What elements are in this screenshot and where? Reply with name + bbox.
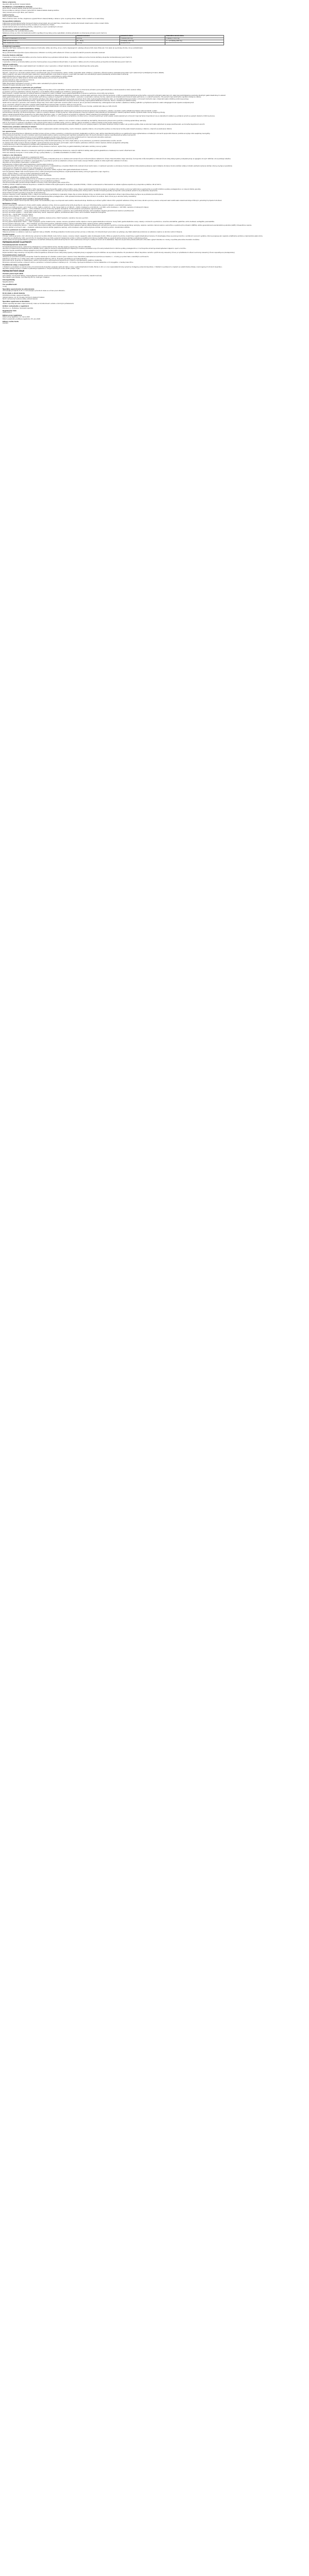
document	[0, 0, 309, 329]
section-paragraph: 29/0123/15-S	[3, 312, 12, 314]
section-paragraph: Ibuprofen 400 mg sa neodporúča deťom s telesnou hmotnosťou nižšou ako 20 kg. Ak sa u detí a dospievajúcich vyžaduje užívanie tohto lieku dlhšie ako 3 dni alebo ak sa príznaky zhoršia, má sa vyhľadať lekár.	[3, 47, 143, 49]
section-paragraph: Zoznam nasledujúcich nežiaducich účinkov zahŕňa všetky nežiaduce účinky, ktoré sa vyskytli počas liečby ibuprofenom, ako aj pri dlhodobej liečbe vysokými dávkami u reumatických pacientov.	[3, 205, 132, 207]
section-paragraph: Frekvencie sú definované ako: veľmi časté (≥ 1/10); časté (≥ 1/100 až < 1/10); menej časté (≥ 1/1 000 až < 1/100); zriedkavé (≥ 1/10 000 až < 1/1 000); veľmi zriedkavé (< 1/10 000); neznáme (z dostupných údajov).	[3, 206, 149, 208]
section-paragraph: Ibuprofen inhibuje ovuláciu u králikov a poškodzuje implantáciu u rôznych živočíšnych druhov (králik, potkan, myš).	[3, 268, 80, 270]
section-paragraph: Krátkodobá symptomatická liečba miernej až stredne silnej bolesti, ako je bolesť hlavy, bolesť zubov, menštruačná bolesť, bolesť svalov a kĺbov, bolesť chrbta.	[3, 22, 109, 24]
section-paragraph: Poruchy srdca a srdcovej činnosti — veľmi zriedkavé: palpitácie, zlyhanie srdca, infarkt myokardu; neznáme: Kounisov syndróm.	[3, 217, 89, 219]
dosing-table-cell: 20 – 39 kg	[76, 40, 119, 43]
section-paragraph: Počas tretieho trimestra gravidity je ibuprofen kontraindikovaný.	[3, 192, 46, 194]
section-paragraph: Ťažká dehydratácia (spôsobená vracaním, hnačkou alebo nedostatočným príjmom tekutín).	[3, 82, 64, 84]
section-paragraph: U dehydratovaných detí a dospievajúcich existuje riziko poškodenia funkcie obličiek.	[3, 144, 59, 146]
section-paragraph: Aktívny peptický vred alebo krvácanie alebo opakovaný výskyt peptického vredu alebo krvácania v anamnéze (dve alebo viac samostatných epizód preukázanej ulcerácie alebo krvácania).	[3, 74, 129, 76]
section	[3, 315, 306, 320]
dosing-table	[3, 35, 224, 45]
section-paragraph: U pacientov s anamnézou hypertenzie a/alebo mierneho až stredne ťažkého kongestívneho zlyhania srdca je potrebné primerané sledovanie a poradenstvo, pretože v súvislosti s liečbou NSAID bola hlásená retencia tekutín a edém.	[3, 110, 158, 112]
section-paragraph: Metotrexát: existuje možnosť zvýšenia plazmatických hladín metotrexátu.	[3, 175, 53, 177]
section-title: Čas použiteľnosti	[3, 283, 17, 286]
section-paragraph: Posledný trimester gravidity (pozri časť 4.6).	[3, 84, 32, 87]
section-paragraph: Nežiaduce účinky sa môžu minimalizovať použitím najnižšej účinnej dávky počas najkratšieho obdobia potrebného na zmiernenie príznakov (pozri gastrointestinálne a kardiovaskulárne riziká uvedené nižšie).	[3, 89, 142, 91]
section-paragraph: Biotransformácia: ibuprofen sa metabolizuje v pečeni (hydroxylácia, karboxylácia) prostredníctvom CYP2C9 na farmakologicky neaktívne metabolity.	[3, 260, 102, 262]
section-paragraph: Veľkosti balenia: 10, 20, 30 alebo 50 filmom obalených tabliet.	[3, 296, 45, 298]
section-paragraph: Ibuprofen navyše reverzibilne inhibuje agregáciu krvných doštičiek vyvolanú ADP a kolagénom.	[3, 249, 67, 251]
section-title: Osobitné upozornenia a opatrenia pri používaní	[3, 87, 42, 89]
section-paragraph: Jedna filmom obalená tableta obsahuje 400 mg ibuprofenu.	[3, 8, 43, 10]
dosing-table-cell: —	[165, 43, 224, 45]
section	[3, 273, 306, 278]
section-paragraph: V súvislosti s užívaním NSAID boli veľmi zriedkavo hlásené závažné kožné reakcie, niektoré z nich smrteľné, vrátane exfoliatívnej dermatitídy, Stevensovho-Johnsonovho syndrómu a toxickej epidermálnej nekrolýzy.	[3, 120, 146, 122]
section-title: Kontraindikácie	[3, 67, 15, 70]
section-paragraph: Zidovudín: zvýšené riziko hematologickej toxicity pri súbežnom podávaní zidovudínu a NSAID.	[3, 178, 66, 180]
section-paragraph: Antiagreganciá a selektívne inhibítory spätného vychytávania serotonínu (SSRI): zvýšené riziko gastrointestinálneho krvácania.	[3, 169, 88, 171]
section-paragraph: Dlhodobé užívanie akéhokoľvek typu liekov proti bolesti hlavy môže zhoršiť bolesti hlavy. Ak k tomu dôjde alebo je na to podozrenie, je potrebné vyhľadať lekára a liečbu ukončiť.	[3, 140, 122, 142]
section-title: Držiteľ rozhodnutia o registrácii	[3, 305, 29, 308]
part-title: FARMACEUTICKÉ ÚDAJE	[3, 270, 24, 273]
section-paragraph: Poruchy imunitného systému — menej časté: reakcie z precitlivenosti s kožnou vyrážkou a svrbením, ako aj astmatické záchvaty; veľmi zriedkavé: závažné generalizované reakcie z precitlivenosti.	[3, 210, 134, 212]
section	[3, 203, 306, 228]
section-paragraph: 10/2023	[3, 323, 8, 325]
section-paragraph: Gastrointestinálne krvácanie, ulcerácia a perforácia: pri všetkých NSAID bolo hlásené gastrointestinálne krvácanie, ulcerácia alebo perforácia, ktoré môžu byť smrteľné, a môžu sa vyskytnúť kedykoľvek počas liečby s varovnými príznakmi alebo bez nich, alebo bez predchádzajúcej anamnézy závažných gastrointestinálnych udalostí.	[3, 94, 226, 96]
part-title: FARMAKOLOGICKÉ VLASTNOSTI	[3, 241, 32, 244]
section-paragraph: NSAID sa majú podávať s opatrnosťou pacientom s anamnézou gastrointestinálneho ochorenia (ulcerózna kolitída, Crohnova choroba), pretože tieto stavy sa môžu zhoršiť.	[3, 106, 117, 108]
document-parts	[3, 242, 306, 304]
section-paragraph: Úplný zoznam pomocných látok, pozri časť 6.1.	[3, 11, 35, 13]
section-paragraph: Sulfonylmočoviny: odporúča sa kontrola hladín glukózy v krvi pri súbežnom podávaní.	[3, 180, 60, 182]
section-paragraph: Antikoagulanciá: NSAID môžu zosilniť účinky antikoagulancií, ako je warfarín.	[3, 167, 54, 169]
section-paragraph: Hlásenie podozrení na nežiaduce reakcie po registrácii lieku je dôležité. Umožňuje priebežné monitorovanie pomeru prínosu a rizika lieku. Od zdravotníckych pracovníkov sa vyžaduje, aby hlásili akékoľvek podozrenia na nežiaduce reakcie na národné centrum hlásenia.	[3, 231, 183, 233]
section-title: Maskovanie príznakov základných infekcií	[3, 126, 37, 128]
section-title: Lieková forma	[3, 13, 14, 16]
section-paragraph: Antihypertenzíva (ACE inhibítory, antagonisty receptora angiotenzínu II, betablokátory) a diuretiká: NSAID môžu znižovať účinok týchto liekov. U niektorých pacientov so zhoršenou funkciou obličiek môže súbežné podávanie viesť k ďalšiemu zhoršeniu funkcie obličiek vrátane možného akútneho zlyhania obličiek, ktoré je zvyčajne reverzibilné.	[3, 165, 233, 167]
section	[3, 55, 306, 58]
section	[3, 118, 306, 126]
section-paragraph: Chinolónové antibiotiká: pacienti užívajúci NSAID a chinolóny môžu mať zvýšené riziko vzniku kŕčov.	[3, 182, 70, 184]
section-title: Nežiaduce účinky	[3, 202, 17, 205]
section-paragraph: Gastrointestinálne krvácanie alebo perforácia v anamnéze v súvislosti s predchádzajúcou liečbou NSAID.	[3, 75, 73, 77]
section-paragraph: Ibuprofen môže dočasne inhibovať funkciu krvných doštičiek (agregáciu trombocytov). Pacienti s poruchami zrážanlivosti krvi majú byť preto starostlivo sledovaní.	[3, 136, 112, 138]
section-paragraph: Nežiaduce účinky sa môžu minimalizovať použitím najnižšej účinnej dávky počas najkratšieho obdobia potrebného na zmiernenie príznakov (pozri časť 4.4).	[3, 32, 107, 34]
section	[3, 131, 306, 147]
part-body	[3, 273, 306, 304]
section-paragraph: Poruchy ucha a labyrintu — zriedkavé: tinitus.	[3, 215, 33, 217]
section-title: Dátum revízie textu	[3, 320, 19, 323]
section-paragraph: Ak sa u pacientov užívajúcich ibuprofen vyskytne gastrointestinálne krvácanie alebo ulcerácia, liečba sa musí ukončiť.	[3, 104, 82, 106]
section-title: Kardiovaskulárne a cerebrovaskulárne účinky	[3, 108, 40, 110]
section-paragraph: Liečba: liečba má byť symptomatická a podporná a má zahŕňať udržiavanie priechodnosti dýchacích ciest a sledovanie srdcových a vitálnych funkcií až do stabilizácie. Odporúča sa perorálne podanie aktívneho uhlia alebo výplach žalúdka do 1 hodiny od požitia potenciálne toxického množstva.	[3, 239, 200, 241]
section-paragraph: Je potrebné vyhnúť sa súbežnému užívaniu ibuprofenu s inými NSAID vrátane selektívnych inhibítorov cyklooxygenázy-2.	[3, 91, 84, 93]
dosing-table-cell: Deti mladšie ako 6 rokov	[3, 43, 76, 45]
section	[3, 68, 306, 86]
section	[3, 87, 306, 107]
section-title: Fertilita, gravidita a laktácia	[3, 185, 26, 188]
section-paragraph: Poruchy kože a podkožného tkaniva — menej časté: rôzne kožné vyrážky; veľmi zriedkavé: závažné kožné nežiaduce reakcie vrátane Stevensovho-Johnsonovho syndrómu a toxickej epidermálnej nekrolýzy, alopécia; neznáme: lieková reakcia s eozinofíliou a systémovými príznakmi (DRESS), akútna generalizovaná exantematózna pustulóza (AGEP), fotosenzitívne reakcie.	[3, 225, 252, 227]
section-paragraph: Cyklosporín a takrolimus: zvýšené riziko nefrotoxicity.	[3, 176, 39, 178]
section-paragraph: Kyselina acetylsalicylová: súbežné podávanie ibuprofenu a kyseliny acetylsalicylovej sa vo všeobecnosti neodporúča pre možnosť zvýšenia nežiaducich účinkov. Experimentálne údaje naznačujú, že ibuprofen môže kompetitívne inhibovať účinok nízkej dávky kyseliny acetylsalicylovej na agregáciu krvných doštičiek, ak sa podávajú súbežne.	[3, 158, 231, 160]
section-paragraph: Tento liek obsahuje laktózu. Pacienti so zriedkavými dedičnými problémami galaktózovej intolerancie, celkovým deficitom laktázy alebo glukózo-galaktózovou malabsorpciou nesmú užívať tento liek.	[3, 150, 135, 152]
section	[3, 64, 306, 67]
section	[3, 284, 306, 287]
section-paragraph: Ibuprofen sa má používať iba po dôkladnom posúdení pomeru prínosu a rizika u pacientov s vrodenými poruchami metabolizmu porfyrínu (napr. akútna intermitentná porfýria) a so systémovým lupus erythematosus a zmiešaným ochorením spojivového tkaniva, pretože sa zvyšuje riziko aseptickej meningitídy.	[3, 132, 211, 134]
section-paragraph: Ťažké zlyhanie pečene, ťažké zlyhanie obličiek alebo ťažké zlyhanie srdca (trieda IV podľa NYHA).	[3, 77, 68, 79]
section-paragraph: Klinické štúdie naznačujú, že užívanie ibuprofenu, najmä vo vysokých dávkach (2 400 mg denne), môže byť spojené s miernym zvýšením rizika arteriálnych trombotických udalostí (napríklad infarktu myokardu alebo cievnej mozgovej príhody).	[3, 112, 166, 114]
document-sections	[3, 2, 306, 34]
section	[3, 255, 306, 263]
section-paragraph: Všetok nepoužitý liek alebo odpad vzniknutý z lieku sa má zlikvidovať v súlade s národnými požiadavkami.	[3, 303, 74, 304]
dosing-table-cell: ≥ 40 kg	[76, 38, 119, 40]
dosing-table-cell: 3 × 1/2 tablety (600 mg)	[165, 40, 224, 43]
section-paragraph: Celkovo epidemiologické štúdie nenaznačujú, že nízke dávky ibuprofenu (napr. ≤ 1 200 mg denne) sú spojené so zvýšeným rizikom arteriálnych trombotických udalostí.	[3, 113, 115, 115]
section-title: Porucha funkcie pečene	[3, 58, 22, 61]
section-paragraph: Pacienti s nekontrolovanou hypertenziou, kongestívnym zlyhaním srdca (NYHA II – III), potvrdenou ischemickou chorobou srdca, ochorením periférnych artérií a/alebo cerebrovaskulárnym ochorením majú byť liečení ibuprofenom len po starostlivom zvážení a je potrebné vyhnúť sa vysokým dávkam (2 400 mg denne).	[3, 115, 215, 117]
section-paragraph: Ibuprofen sa má používať s opatrnosťou v kombinácii s:	[3, 162, 40, 164]
section-paragraph: Kortikosteroidy: zvýšené riziko gastrointestinálnej ulcerácie alebo krvácania.	[3, 163, 54, 165]
section-title: Predávkovanie	[3, 233, 15, 235]
section	[3, 306, 306, 309]
section-paragraph: Obal tablety: hypromelóza, oxid titaničitý (E171), makrogol, mastenec.	[3, 277, 50, 279]
section-paragraph: U pacientov s miernou až stredne ťažkou poruchou funkcie obličiek nie je potrebné znižovať dávku. U pacientov s ťažkou poruchou funkcie obličiek je ibuprofen kontraindikovaný (pozri časť 4.3).	[3, 56, 132, 58]
section	[3, 155, 306, 185]
dosing-table-header: Telesná hmotnosť	[76, 35, 119, 38]
section	[3, 321, 306, 325]
section-paragraph: Inhibítory CYP2C9: súbežné podávanie ibuprofenu s inhibítormi CYP2C9 môže zvýšiť expozíciu ibuprofenu (substrát CYP2C9). V štúdii s vorikonazolom a flukonazolom sa ukázalo zvýšenie expozície S(+)-ibuprofenu približne o 80 až 100 %.	[3, 183, 162, 185]
section-paragraph: Pacienti s anamnézou gastrointestinálnej toxicity, najmä starší pacienti, majú hlásiť akékoľvek nezvyčajné brušné príznaky (najmä gastrointestinálne krvácanie), hlavne v začiatočných štádiách liečby.	[3, 100, 136, 102]
section-paragraph: Jadro tablety: monohydrát laktózy, mikrokryštalická celulóza, sodná soľ kroskarmelózy, povidón, koloidný bezvodý oxid kremičitý, stearát horečnatý.	[3, 275, 102, 277]
section-paragraph: Pri dlhodobej liečbe ibuprofenom je potrebné pravidelne kontrolovať pečeňové a obličkové funkcie a krvný obraz.	[3, 138, 79, 140]
section-paragraph: Príznaky: väčšina pacientov, ktorí užili klinicky významné množstvo NSAID, bude mať len nauzeu, vracanie, bolesť v epigastriu alebo zriedkavejšie hnačku. Môže sa vyskytnúť aj tinitus, bolesť hlavy a gastrointestinálne krvácanie. Pri závažnejšej otrave sa pozoruje toxicita v centrálnom nervovom systéme, ktorá sa prejavuje ako ospalosť, príležitostne excitácia a dezorientácia alebo kóma.	[3, 235, 263, 238]
section-title: Pomocné látky	[3, 147, 15, 150]
section-paragraph: Eliminácia: eliminačný polčas u zdravých osôb a u pacientov s ochorením pečene a obličiek je 1,8 – 3,5 hodiny. Vylučuje sa obličkami vo forme metabolitov a ich konjugátov, v menšej miere žlčou.	[3, 261, 134, 263]
section-paragraph: Poruchy krvotvorby nejasného pôvodu.	[3, 81, 29, 83]
section-paragraph: Vo všeobecnosti môže zvyčajné užívanie analgetík, najmä kombinácie viacerých liečiv proti bolesti, viesť k trvalému poškodeniu obličiek s rizikom zlyhania obličiek (analgetická nefropatia).	[3, 142, 129, 144]
section	[3, 301, 306, 304]
dosing-table-cell: Deti od 6 do 12 rokov	[3, 40, 76, 43]
section-paragraph: Biele až takmer biele, okrúhle, obojstranne vypuklé filmom obalené tablety s deliacou ryhou na jednej strane. Tabletu možno rozdeliť na rovnaké dávky.	[3, 18, 105, 20]
section-title: Farmakokinetické vlastnosti	[3, 253, 26, 256]
section-paragraph: Ibuprofen je nesteroidné protizápalové liečivo (NSAID), ktoré v bežných zvieracích experimentálnych zápalových modeloch preukázalo svoju účinnosť prostredníctvom inhibície syntézy prostaglandínov. U ľudí ibuprofen zmierňuje bolesť spôsobenú zápalom, opuch a horúčku.	[3, 248, 186, 250]
section-paragraph: Fertilita: existujú dôkazy, že liečivá, ktoré inhibujú cyklooxygenázu/syntézu prostaglandínov, môžu spôsobiť zhoršenie fertility žien účinkom na ovuláciu. Tento účinok je po ukončení liečby reverzibilný.	[3, 195, 136, 197]
section-title: Špeciálne upozornenia na uchovávanie	[3, 287, 35, 290]
section-paragraph: Poruchy gastrointestinálneho traktu — časté: dyspepsia, pyróza, bolesť brucha, nauzea, vracanie, plynatosť, hnačka, zápcha a mierne gastrointestinálne krvácanie; menej časté: gastrointestinálne vredy, niekedy s krvácaním a perforáciou, ulcerózna stomatitída, gastritída; veľmi zriedkavé: ezofagitída, pankreatitída.	[3, 221, 215, 223]
section-paragraph: Opatrnosť sa odporúča u pacientov, ktorí súbežne užívajú lieky, ktoré môžu zvýšiť riziko ulcerácie alebo krvácania, ako sú perorálne kortikosteroidy, antikoagulanciá ako warfarín, selektívne inhibítory spätného vychytávania serotonínu alebo antiagreganciá ako kyselina acetylsalicylová.	[3, 102, 194, 104]
section-title: Zoznam pomocných látok	[3, 273, 24, 275]
section-paragraph: Starší pacienti: u starších pacientov je zvýšená frekvencia nežiaducich reakcií na NSAID, hlavne gastrointestinálneho krvácania a perforácie, ktoré môžu byť smrteľné.	[3, 93, 114, 95]
section-paragraph: Lítium: existujú dôkazy o možnom zvýšení plazmatických hladín lítia.	[3, 173, 49, 175]
section-paragraph: Od 20. týždňa gravidity môže užívanie ibuprofenu spôsobiť oligohydramnión v dôsledku poruchy funkcie obličiek plodu. Počas prvého a druhého trimestra gravidity sa ibuprofen nemá podávať, pokiaľ to nie je absolútne nevyhnutné.	[3, 190, 158, 192]
section-paragraph: Srdcové glykozidy: NSAID môžu zhoršiť zlyhanie srdca, znížiť rýchlosť glomerulárnej filtrácie a zvýšiť plazmatické hladiny srdcových glykozidov (napr. digoxínu).	[3, 171, 110, 173]
section-title: Farmakodynamické vlastnosti	[3, 244, 27, 246]
section-paragraph: Nie je potrebná žiadna špeciálna úprava dávkovania. Vzhľadom na možný profil nežiaducich účinkov sa odporúča starších pacientov starostlivo sledovať.	[3, 52, 106, 54]
section-title: Ovplyvnenie schopnosti viesť vozidlá a obsluhovať stroje	[3, 197, 49, 200]
dosing-table-cell: 1 tableta (400 mg)	[120, 38, 165, 40]
section-title: Predklinické údaje o bezpečnosti	[3, 263, 29, 266]
section-paragraph: Ibuprofen môže maskovať príznaky infekcie, čo môže viesť k oneskorenému začatiu vhodnej liečby, a tým k zhoršeniu výsledku infekcie. Ak sa ibuprofen podáva na zmiernenie horúčky alebo bolesti súvisiacej s infekciou, odporúča sa sledovanie infekcie.	[3, 128, 173, 130]
section-paragraph: Poruchy nervového systému — menej časté: bolesť hlavy, závrat, nespavosť, agitácia, podráždenosť alebo únava; veľmi zriedkavé: aseptická meningitída.	[3, 212, 106, 214]
section-title: Inkompatibility	[3, 279, 15, 281]
section	[3, 187, 306, 197]
section-title: Iné upozornenia	[3, 130, 16, 133]
section-paragraph: Krátkodobá symptomatická liečba horúčky a bolesti pri nachladnutí a chrípke.	[3, 24, 55, 26]
section-paragraph: 3 roky.	[3, 285, 7, 287]
section	[3, 2, 306, 5]
dosing-table-cell: 3 tablety (1 200 mg)	[165, 38, 224, 40]
section-title: Starší pacienti	[3, 49, 14, 52]
section-paragraph: U pacientov s miernou až stredne ťažkou poruchou funkcie pečene nie je potrebné znižovať dávku. U pacientov s ťažkou poruchou funkcie pečene je ibuprofen kontraindikovaný (pozri časť 4.3).	[3, 61, 132, 63]
dosing-table-header: Vek	[3, 35, 76, 38]
section-title: Dátum prvej registrácie	[3, 314, 22, 316]
section-title: Spôsob podávania	[3, 63, 18, 65]
section-paragraph: Dátum prvej registrácie: 12. marca 2015	[3, 316, 30, 318]
section-title: Špeciálne opatrenia na likvidáciu	[3, 300, 30, 303]
section-paragraph: Pri krátkodobom užívaní nemá ibuprofen žiadny alebo má zanedbateľný vplyv na schopnosť viesť vozidlá a obsluhovať stroje. Pretože sa pri užívaní vyšších dávok môžu vyskytnúť nežiaduce účinky ako únava, závrat a poruchy videnia, schopnosť viesť vozidlá alebo obsluhovať stroje môže byť v jednotlivých prípadoch zhoršená.	[3, 200, 222, 202]
section-paragraph: Uchovávajte pri teplote do 25 °C. Uchovávajte v pôvodnom obale na ochranu pred vlhkosťou.	[3, 290, 65, 292]
section-paragraph: Súbežná konzumácia alkoholu môže zvýšiť nežiaduce účinky súvisiace s liečivom, najmä účinky na gastrointestinálny trakt alebo centrálny nervový systém.	[3, 145, 107, 147]
section-paragraph: V štúdiách na zvieratách sa subchronická a chronická toxicita ibuprofenu prejavila najmä ako lézie a vredy v gastrointestinálnom trakte. Štúdie in vitro a in vivo nepreukázali klinicky významný mutagénny potenciál ibuprofenu. V štúdiách na potkanoch a myšiach sa nezistili žiadne dôkazy o karcinogénnych účinkoch ibuprofenu.	[3, 266, 222, 268]
section-paragraph: Dojčenie: ibuprofen a jeho metabolity môžu v nízkych koncentráciách prechádzať do materského mlieka. Nie sú známe škodlivé účinky na dojčatá, preto pri krátkodobom užívaní odporúčanej dávky zvyčajne nie je potrebné prerušiť dojčenie.	[3, 194, 164, 196]
dosing-table-row	[3, 43, 224, 45]
section-title: Porucha funkcie obličiek	[3, 54, 23, 57]
section-title: Terapeutické indikácie	[3, 20, 21, 22]
section-title: Hlásenie podozrení na nežiaduce reakcie	[3, 228, 36, 231]
section-paragraph: Poruchy obličiek a močových ciest — zriedkavé: poškodenie tkaniva obličiek (papilárna nekróza); veľmi zriedkavé: edém, akútne zlyhanie obličiek, nefrotický syndróm, intersticiálna nefritída.	[3, 226, 130, 228]
section-title: Názov prípravku	[3, 1, 16, 3]
section-paragraph: Symptomatická liečba reumatoidnej artritídy, osteoartrózy a iných reumatických ochorení.	[3, 26, 63, 28]
section	[3, 21, 306, 28]
section-paragraph: Absorpcia: po perorálnom podaní sa ibuprofen čiastočne absorbuje už v žalúdku a potom úplne v tenkom čreve. Maximálne plazmatické koncentrácie sa dosiahnu 1 – 2 hodiny po podaní lieku s okamžitým uvoľňovaním.	[3, 256, 149, 258]
section-paragraph: Poruchy ciev — veľmi zriedkavé: arteriálna hypertenzia.	[3, 219, 40, 221]
dosing-table-wrap	[3, 35, 306, 45]
section-paragraph: Na trh nemusia byť uvedené všetky veľkosti balenia.	[3, 298, 38, 300]
section-paragraph: Iné NSAID vrátane selektívnych inhibítorov cyklooxygenázy-2: je potrebné vyhnúť sa súbežnému užívaniu dvoch alebo viacerých NSAID, pretože to môže zvýšiť riziko nežiaducich účinkov.	[3, 160, 128, 162]
section-title: Pediatrická populácia	[3, 45, 21, 47]
section-paragraph: Poruchy oka — menej časté: poruchy videnia.	[3, 213, 33, 215]
section-paragraph: Experimentálne údaje naznačujú, že ibuprofen môže kompetitívne inhibovať účinok nízkej dávky kyseliny acetylsalicylovej na agregáciu krvných doštičiek, ak sa podávajú súbežne. Pri pravidelnom užívaní ibuprofenu nemožno vylúčiť klinicky relevantný účinok; pri príležitostnom užívaní sa klinicky relevantný účinok nepovažuje za pravdepodobný.	[3, 251, 235, 253]
section-paragraph: Ibuprofen 400 mg filmom obalené tablety	[3, 3, 31, 5]
section-paragraph: Neaplikovateľné.	[3, 281, 14, 283]
section-title: Dávkovanie a spôsob podávania	[3, 28, 29, 30]
section-title: Druh obalu a obsah balenia	[3, 292, 25, 295]
section-paragraph: Precitlivenosť na liečivo alebo na ktorúkoľvek z pomocných látok uvedených v časti 6.1.	[3, 70, 62, 72]
section	[3, 46, 306, 49]
section-paragraph: Tento liek obsahuje menej ako 1 mmol sodíka (23 mg) v jednej tablete, t.j. v podstate zanedbateľné množstvo sodíka.	[3, 151, 82, 154]
dosing-table-cell: 1/2 tablety (200 mg)	[120, 40, 165, 43]
section-paragraph: Počas podávania ibuprofenu sa veľmi zriedkavo pozorovali závažné akútne reakcie z precitlivenosti (napríklad anafylaktický šok). Pri prvých príznakoch reakcie z precitlivenosti sa liečba musí ukončiť.	[3, 134, 136, 137]
section-paragraph: Riziko gastrointestinálneho krvácania, ulcerácie alebo perforácie je vyššie pri zvyšujúcich sa dávkach NSAID, u pacientov s anamnézou vredovej choroby, najmä ak bola komplikovaná krvácaním alebo perforáciou, a u starších pacientov. Títo pacienti majú začať liečbu najnižšou dostupnou dávkou.	[3, 96, 202, 98]
section-paragraph: Gravidita: inhibícia syntézy prostaglandínov môže nepriaznivo ovplyvniť graviditu a/alebo embryo-fetálny vývoj. Údaje z epidemiologických štúdií poukazujú na zvýšené riziko potratu a srdcovej malformácie a gastroschízy po použití inhibítora syntézy prostaglandínov vo včasnom štádiu gravidity.	[3, 188, 201, 190]
dosing-table-cell: Dospelí a dospievajúci od 12 rokov	[3, 38, 76, 40]
section-paragraph: Pomocná látka so známym účinkom: jedna filmom obalená tableta obsahuje laktózu.	[3, 9, 60, 11]
section-paragraph: Zdá sa, že pacienti sú vystavení najvyššiemu riziku výskytu týchto reakcií na začiatku liečby, pričom k nástupu reakcie dochádza vo väčšine prípadov počas prvého mesiaca liečby.	[3, 122, 123, 124]
dosing-table-cell: neodporúča sa	[120, 43, 165, 45]
section-paragraph: Farmakoterapeutická skupina: nesteroidné protizápalové a antireumatické liečivá, deriváty kyseliny propiónovej. ATC kód: M01AE01.	[3, 246, 92, 248]
section	[3, 108, 306, 117]
document-sections-2	[3, 46, 306, 241]
section-paragraph: U týchto pacientov, ako aj u pacientov, ktorí súbežne potrebujú nízke dávky kyseliny acetylsalicylovej alebo iné liečivá, ktoré môžu zvyšovať gastrointestinálne riziko, sa má zvážiť kombinovaná liečba s ochrannými liečivami (napr. mizoprostol alebo inhibítory protónovej pumpy).	[3, 98, 189, 100]
section-paragraph: Poruchy krvi a lymfatického systému — veľmi zriedkavé: poruchy krvotvorby (anémia, leukopénia, trombocytopénia, pancytopénia, agranulocytóza).	[3, 208, 102, 210]
section-paragraph: Pharma s.r.o., Bratislava, Slovenská republika	[3, 307, 33, 309]
section-paragraph: PVC/PVDC/Al blister, papierová škatuľka.	[3, 295, 30, 297]
document-footer	[3, 306, 306, 324]
section-paragraph: Na ústne použitie. Len na krátkodobé použitie.	[3, 30, 34, 32]
dosing-table-header: Jednotlivá dávka	[120, 35, 165, 38]
section-paragraph: Dátum posledného predĺženia registrácie: 05. júna 2020	[3, 318, 41, 320]
dosing-table-cell: < 20 kg	[76, 43, 119, 45]
section-paragraph: U pacientov sa príležitostne môžu vyvinúť kŕče. Pri závažnej otrave sa môže vyskytnúť metabolická acidóza a môže sa predĺžiť protrombínový čas/INR. Môže sa vyskytnúť akútne zlyhanie obličiek a poškodenie pečene.	[3, 237, 148, 239]
section-paragraph: Filmom obalená tableta.	[3, 16, 19, 18]
section-paragraph: Cerebrovaskulárne alebo iné aktívne krvácanie.	[3, 79, 35, 81]
section-paragraph: Poruchy pečene a žlčových ciest — veľmi zriedkavé: porucha funkcie pečene, poškodenie pečene, najmä pri dlhodobej liečbe, zlyhanie pečene, akútna hepatitída.	[3, 223, 112, 225]
section-paragraph: V súvislosti s liekmi obsahujúcimi ibuprofen bola hlásená akútna generalizovaná exantematózna pustulóza (AGEP). Pri prvom výskyte prejavov a príznakov závažných kožných reakcií, ako je kožná vyrážka, lézie na slizniciach alebo akýkoľvek iný prejav precitlivenosti, sa má liečba ibuprofenom ukončiť.	[3, 124, 205, 126]
section-title: Kvalitatívne a kvantitatívne zloženie	[3, 5, 32, 8]
section-title: Liekové a iné interakcie	[3, 154, 22, 156]
section	[3, 29, 306, 34]
section-paragraph: Tablety sa majú prehĺtať celé a zapiť dostatočným množstvom vody. U pacientov s citlivým žalúdkom sa odporúča užívať ibuprofen počas jedla.	[3, 65, 99, 67]
section	[3, 234, 306, 241]
section-title: Závažné kožné reakcie	[3, 117, 21, 120]
section-paragraph: Ibuprofen sa nemá užívať v kombinácii s nasledujúcimi liekmi:	[3, 156, 44, 158]
dosing-table-header: Maximálna denná dávka	[165, 35, 224, 38]
section-title: Registračné číslo	[3, 309, 16, 312]
section-paragraph: Pacienti, u ktorých sa v minulosti vyskytli reakcie z precitlivenosti (napr. bronchospazmus, astma, rinitída, angioedém alebo urtikária) v súvislosti s užívaním kyseliny acetylsalicylovej alebo iných nesteroidných protizápalových liekov (NSAID).	[3, 72, 164, 74]
section-paragraph: Distribúcia: ibuprofen sa vo veľkej miere viaže na plazmatické bielkoviny (99 %). Ibuprofen prechádza do synoviálnej tekutiny.	[3, 258, 87, 260]
